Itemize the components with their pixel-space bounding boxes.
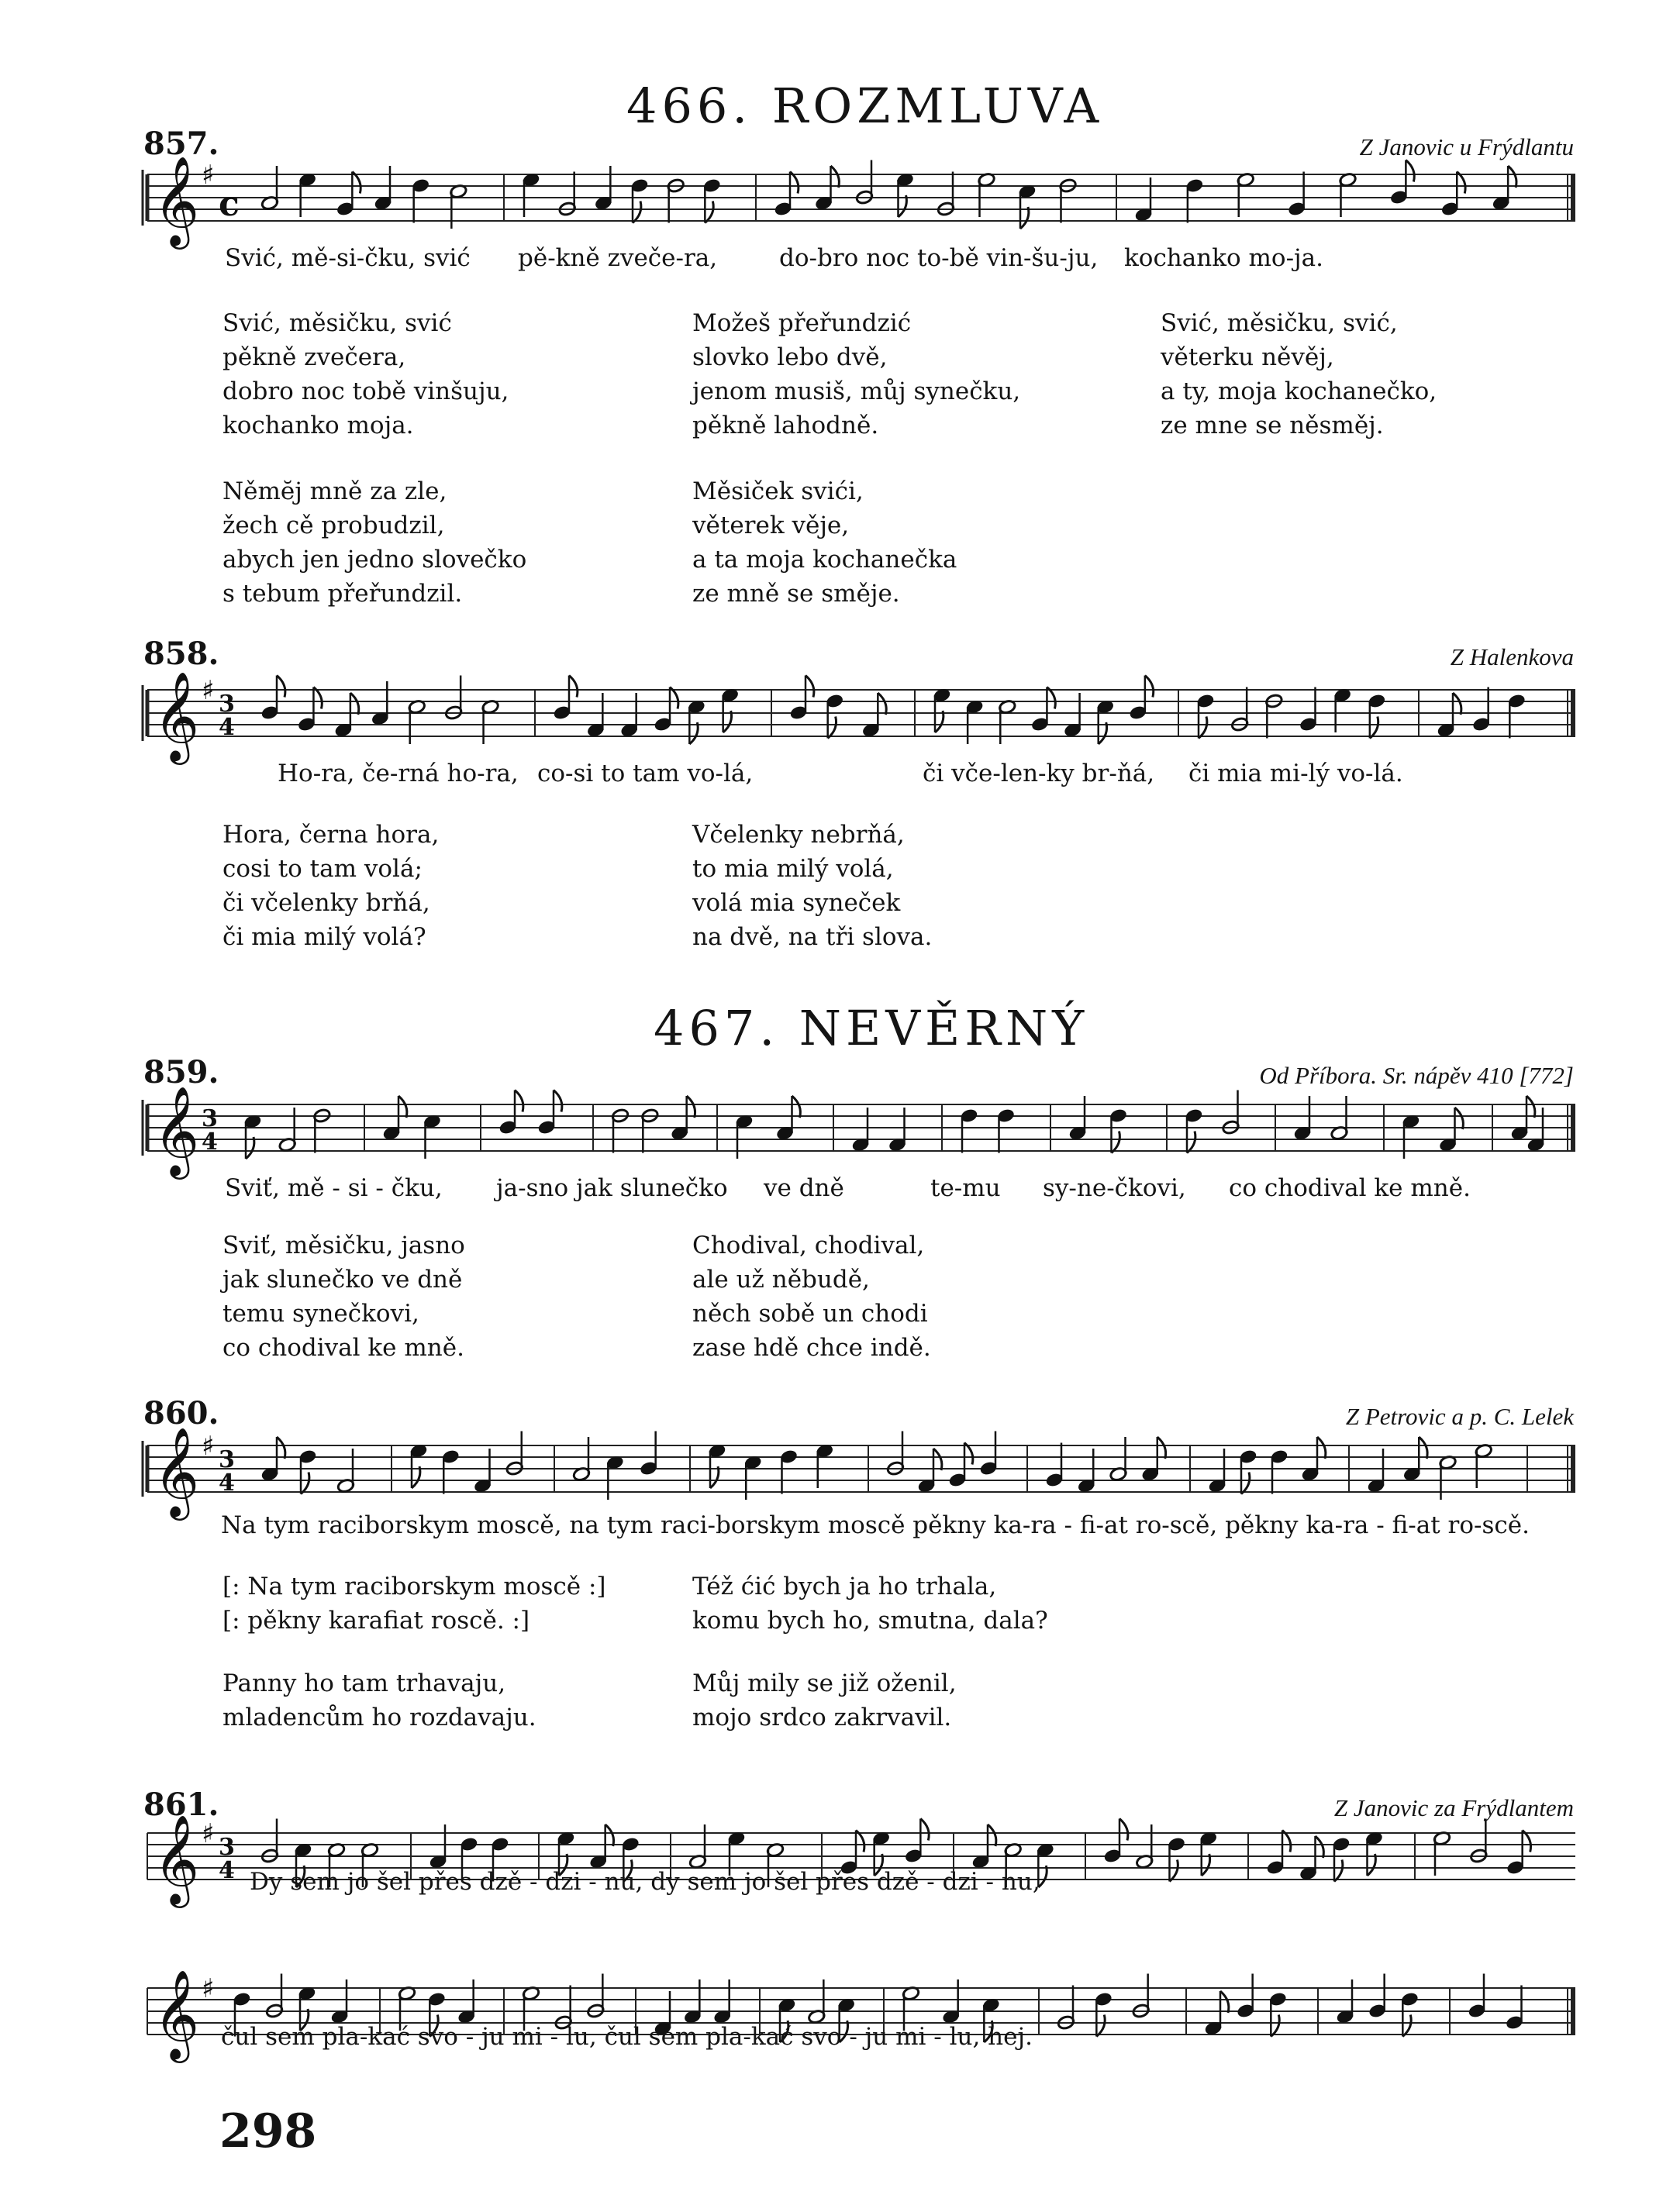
svg-text:3: 3 xyxy=(219,1834,235,1861)
treble-clef-icon: 𝄞 xyxy=(154,155,200,246)
lyric-segment: Dy sem jo šel přes dzě - dzi - nu, dy sem jo šel přes dzě - dzi - nu, xyxy=(250,1868,1040,1896)
tune-source-860: Z Petrovic a p. C. Lelek xyxy=(1345,1403,1574,1430)
lyric-segment: kochanko mo-ja. xyxy=(1124,244,1324,272)
tune-number-860: 860. xyxy=(143,1395,219,1432)
sharp-icon: ♯ xyxy=(202,160,215,191)
staff-lines xyxy=(147,174,1575,221)
treble-clef-icon: 𝄞 xyxy=(154,1814,200,1904)
verse-stanza: Chodival, chodival, ale už něbudě, něch sobě un chodi zase hdě chce indě. xyxy=(692,1232,931,1362)
music-staff-858 xyxy=(0,670,1680,771)
lyric-segment: Na tym raciborskym moscě, na tym raci-borskym moscě pěkny ka-ra - fi-at ro-scě, pěkny ka-ra - fi-at ro-scě. xyxy=(221,1511,1530,1539)
tune-number-861: 861. xyxy=(143,1786,219,1823)
lyric-segment: ve dně xyxy=(764,1174,844,1202)
notes xyxy=(260,1432,1492,1501)
lyric-segment: Sviť, mě - si - čku, xyxy=(225,1174,443,1202)
svg-text:4: 4 xyxy=(219,1857,235,1884)
verse-stanza: [: Na tym raciborskym moscě :] [: pěkny karafiat roscě. :] xyxy=(223,1573,606,1635)
tune-number-859: 859. xyxy=(143,1054,219,1090)
tune-source-858: Z Halenkova xyxy=(1450,643,1574,670)
music-staff-857 xyxy=(0,155,1680,256)
verse-stanza: Též ćić bych ja ho trhala, komu bych ho, smutna, dala? xyxy=(692,1573,1048,1635)
staff-lines xyxy=(147,1445,1575,1492)
staff-lines xyxy=(147,690,1575,736)
treble-clef-icon: 𝄞 xyxy=(154,670,200,761)
verse-stanza: Sviť, měsičku, jasno jak slunečko ve dně temu synečkovi, co chodival ke mně. xyxy=(223,1232,465,1362)
sharp-icon: ♯ xyxy=(202,1431,215,1462)
music-staff-859 xyxy=(0,1085,1680,1186)
lyric-segment: či vče-len-ky br-ňá, xyxy=(923,760,1155,787)
lyric-segment: Ho-ra, če-rná ho-ra, xyxy=(278,760,519,787)
verse-stanza: Svić, měsičku, svić, věterku něvěj, a ty, moja kochanečko, ze mne se něsměj. xyxy=(1161,309,1437,439)
svg-text:c: c xyxy=(219,184,240,224)
svg-text:3: 3 xyxy=(202,1105,218,1132)
verse-stanza: Můj mily se již oženil, mojo srdco zakrvavil. xyxy=(692,1669,957,1731)
lyric-segment: pě-kně zveče-ra, xyxy=(518,244,718,272)
treble-clef-icon: 𝄞 xyxy=(154,1085,200,1176)
sharp-icon: ♯ xyxy=(202,675,215,706)
music-staff-861 xyxy=(0,1814,1680,1914)
notes xyxy=(260,160,1516,229)
tune-number-857: 857. xyxy=(143,126,219,162)
treble-clef-icon: 𝄞 xyxy=(154,1969,200,2059)
notes xyxy=(260,676,1526,745)
song-heading-466: 466. ROZMLUVA xyxy=(626,78,1104,134)
lyric-segment: do-bro noc to-bě vin-šu-ju, xyxy=(779,244,1099,272)
verse-stanza: Němĕj mně za zle, žech cě probudzil, abych jen jedno slovečko s tebum přeřundzil. xyxy=(223,477,527,608)
treble-clef-icon: 𝄞 xyxy=(154,1426,200,1517)
verse-stanza: Měsiček svići, věterek věje, a ta moja kochanečka ze mně se směje. xyxy=(692,477,957,608)
lyric-segment: čul sem pla-kać svo - ju mi - lu, čul sem pla-kać svo - ju mi - lu, hej. xyxy=(221,2023,1033,2051)
verse-stanza: Svić, měsičku, svić pěkně zvečera, dobro noc tobě vinšuju, kochanko moja. xyxy=(223,309,509,439)
notes xyxy=(243,1090,1545,1159)
page-number: 298 xyxy=(219,2104,317,2159)
lyric-segment: sy-ne-čkovi, xyxy=(1043,1174,1186,1202)
verse-stanza: Možeš přeřundzić slovko lebo dvě, jenom musiš, můj synečku, pěkně lahodně. xyxy=(692,309,1021,439)
svg-text:3: 3 xyxy=(219,1446,235,1473)
sharp-icon: ♯ xyxy=(202,1818,215,1849)
lyric-segment: Svić, mě-si-čku, svić xyxy=(225,244,471,272)
lyric-segment: co-si to tam vo-lá, xyxy=(537,760,754,787)
lyric-segment: či mia mi-lý vo-lá. xyxy=(1188,760,1403,787)
svg-text:4: 4 xyxy=(202,1128,218,1156)
song-heading-467: 467. NEVĚRNÝ xyxy=(654,1000,1089,1056)
tune-source-861: Z Janovic za Frýdlantem xyxy=(1333,1794,1574,1821)
svg-text:3: 3 xyxy=(219,691,235,718)
verse-stanza: Včelenky nebrňá, to mia milý volá, volá mia syneček na dvě, na tři slova. xyxy=(692,821,933,951)
lyric-segment: ja-sno jak slunečko xyxy=(496,1174,728,1202)
verse-stanza: Hora, černa hora, cosi to tam volá; či včelenky brňá, či mia milý volá? xyxy=(223,821,440,951)
lyric-segment: co chodival ke mně. xyxy=(1229,1174,1471,1202)
lyric-segment: te-mu xyxy=(930,1174,1001,1202)
svg-text:4: 4 xyxy=(219,714,235,741)
sharp-icon: ♯ xyxy=(202,1973,215,2004)
tune-source-859: Od Příbora. Sr. nápěv 410 [772] xyxy=(1259,1062,1574,1089)
verse-stanza: Panny ho tam trhavaju, mladencům ho rozdavaju. xyxy=(223,1669,536,1731)
tune-source-857: Z Janovic u Frýdlantu xyxy=(1359,133,1574,160)
music-staff-861-second xyxy=(0,1969,1680,2069)
tune-number-858: 858. xyxy=(143,636,219,672)
svg-text:4: 4 xyxy=(219,1469,235,1497)
